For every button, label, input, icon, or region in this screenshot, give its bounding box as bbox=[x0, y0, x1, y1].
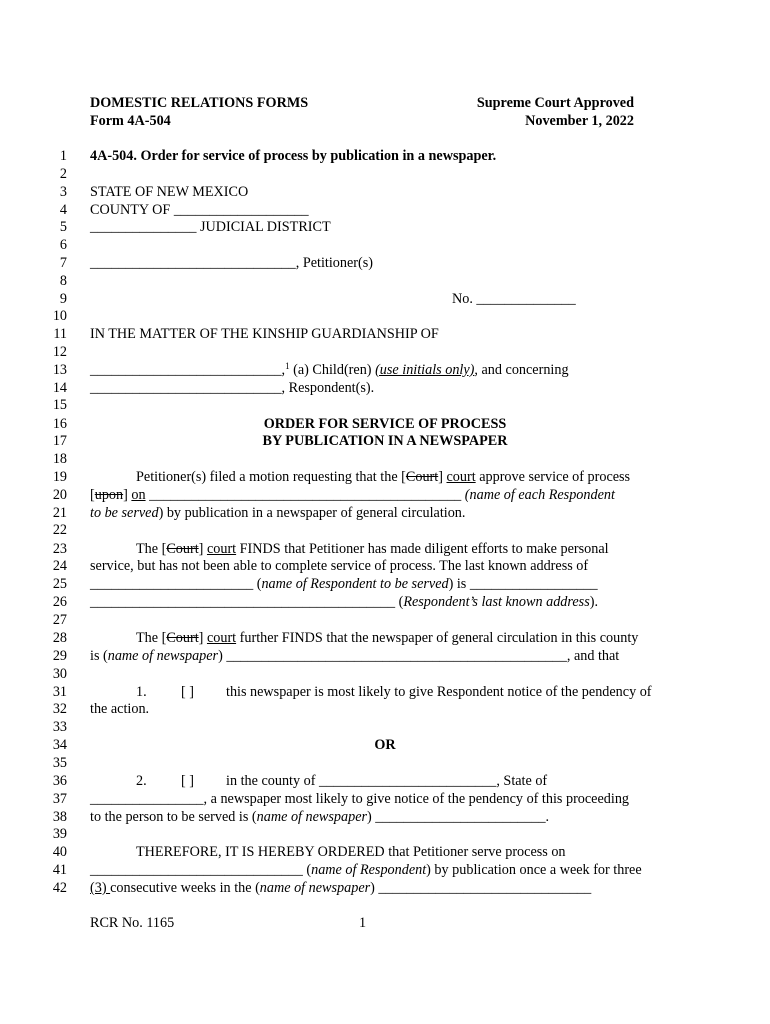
line-number: 29 bbox=[52, 648, 67, 664]
header-form-category: DOMESTIC RELATIONS FORMS bbox=[90, 95, 309, 111]
caption-petitioner: _____________________________, Petitioner(s) bbox=[90, 255, 373, 271]
line-number: 3 bbox=[59, 184, 67, 200]
line-number: 6 bbox=[59, 237, 67, 253]
header-date: November 1, 2022 bbox=[525, 113, 634, 129]
p2-line24: service, but has not been able to complete service of process. The last known address of bbox=[90, 558, 589, 574]
p4-line40: THEREFORE, IT IS HEREBY ORDERED that Petitioner serve process on bbox=[136, 844, 566, 860]
line-number: 25 bbox=[52, 576, 67, 592]
line-number: 7 bbox=[59, 255, 67, 271]
line-number: 42 bbox=[52, 880, 67, 896]
line-number: 28 bbox=[52, 630, 67, 646]
line-number: 14 bbox=[52, 380, 67, 396]
p1-line21: to be served) by publication in a newspaper of general circulation. bbox=[90, 505, 466, 521]
line-number: 30 bbox=[52, 666, 67, 682]
option2-number: 2. bbox=[136, 773, 147, 789]
caption-county: COUNTY OF ___________________ bbox=[90, 202, 309, 218]
line-number: 41 bbox=[52, 862, 67, 878]
order-title-line1: ORDER FOR SERVICE OF PROCESS bbox=[263, 416, 507, 432]
line-number: 23 bbox=[52, 541, 67, 557]
header-form-number: Form 4A-504 bbox=[90, 113, 171, 129]
line-number: 36 bbox=[52, 773, 67, 789]
line-number: 27 bbox=[52, 612, 67, 628]
option2-checkbox[interactable]: [ ] bbox=[181, 773, 194, 789]
p3-line29: is (name of newspaper) ________________________________________________, and that bbox=[90, 648, 620, 664]
line-number: 33 bbox=[52, 719, 67, 735]
line-number: 21 bbox=[52, 505, 67, 521]
line-number: 39 bbox=[52, 826, 67, 842]
child-text-end: , and concerning bbox=[474, 362, 569, 378]
caption-district: _______________ JUDICIAL DISTRICT bbox=[90, 219, 331, 235]
line-number: 2 bbox=[59, 166, 67, 182]
line-number: 18 bbox=[52, 451, 67, 467]
caption-respondent: ___________________________, Respondent(s). bbox=[90, 380, 375, 396]
p4-line42: (3) consecutive weeks in the (name of newspaper) ______________________________ bbox=[90, 880, 592, 896]
child-blank: ___________________________, bbox=[90, 362, 286, 378]
option1-text: this newspaper is most likely to give Respondent notice of the pendency of bbox=[226, 684, 652, 700]
line-number: 19 bbox=[52, 469, 67, 485]
option1-line32: the action. bbox=[90, 701, 150, 717]
line-number: 34 bbox=[52, 737, 67, 753]
line-number: 4 bbox=[59, 202, 67, 218]
child-initials-note: (use initials only) bbox=[375, 362, 475, 378]
or-label: OR bbox=[374, 737, 396, 753]
p2-line26: ___________________________________________ (Respondent’s last known address). bbox=[90, 594, 598, 610]
line-number: 32 bbox=[52, 701, 67, 717]
line-number: 26 bbox=[52, 594, 67, 610]
option1-number: 1. bbox=[136, 684, 147, 700]
p1-line19: Petitioner(s) filed a motion requesting that the [Court] court approve service of process bbox=[136, 469, 631, 485]
line-number: 11 bbox=[53, 326, 67, 342]
option2-text: in the county of _________________________, State of bbox=[226, 773, 548, 789]
order-title-line2: BY PUBLICATION IN A NEWSPAPER bbox=[262, 433, 508, 449]
form-title: 4A-504. Order for service of process by publication in a newspaper. bbox=[90, 148, 497, 164]
footnote-mark: 1 bbox=[285, 361, 290, 371]
line-number: 12 bbox=[52, 344, 67, 360]
caption-case-number: No. ______________ bbox=[452, 291, 576, 307]
header-approval: Supreme Court Approved bbox=[476, 95, 634, 111]
line-number: 40 bbox=[52, 844, 67, 860]
footer-rcr-number: RCR No. 1165 bbox=[90, 915, 175, 931]
line-number: 38 bbox=[52, 809, 67, 825]
line-number: 5 bbox=[59, 219, 67, 235]
line-number: 16 bbox=[52, 416, 67, 432]
p1-line20: [upon] on ____________________________________________ (name of each Respondent bbox=[90, 487, 615, 503]
line-number: 17 bbox=[52, 433, 67, 449]
option2-line38: to the person to be served is (name of newspaper) ________________________. bbox=[90, 809, 550, 825]
p2-line23: The [Court] court FINDS that Petitioner has made diligent efforts to make personal bbox=[136, 541, 609, 557]
option1-checkbox[interactable]: [ ] bbox=[181, 684, 194, 700]
line-number: 8 bbox=[59, 273, 67, 289]
line-number: 1 bbox=[59, 148, 67, 164]
line-number: 24 bbox=[52, 558, 67, 574]
line-number: 15 bbox=[52, 397, 67, 413]
caption-matter: IN THE MATTER OF THE KINSHIP GUARDIANSHIP OF bbox=[90, 326, 439, 342]
child-text: (a) Child(ren) bbox=[289, 362, 376, 378]
line-number: 37 bbox=[52, 791, 67, 807]
line-number: 9 bbox=[59, 291, 67, 307]
line-number: 22 bbox=[52, 522, 67, 538]
line-number: 10 bbox=[52, 308, 67, 324]
line-number: 13 bbox=[52, 362, 67, 378]
p2-line25: _______________________ (name of Respondent to be served) is __________________ bbox=[90, 576, 598, 592]
line-number: 20 bbox=[52, 487, 67, 503]
footer-page-number: 1 bbox=[359, 915, 367, 931]
caption-state: STATE OF NEW MEXICO bbox=[90, 184, 249, 200]
p4-line41: ______________________________ (name of Respondent) by publication once a week for three bbox=[90, 862, 642, 878]
option2-line37: ________________, a newspaper most likely to give notice of the pendency of this proceeding bbox=[90, 791, 630, 807]
p3-line28: The [Court] court further FINDS that the newspaper of general circulation in this county bbox=[136, 630, 639, 646]
caption-child-line bbox=[90, 362, 569, 379]
line-number: 35 bbox=[52, 755, 67, 771]
line-number: 31 bbox=[52, 684, 67, 700]
